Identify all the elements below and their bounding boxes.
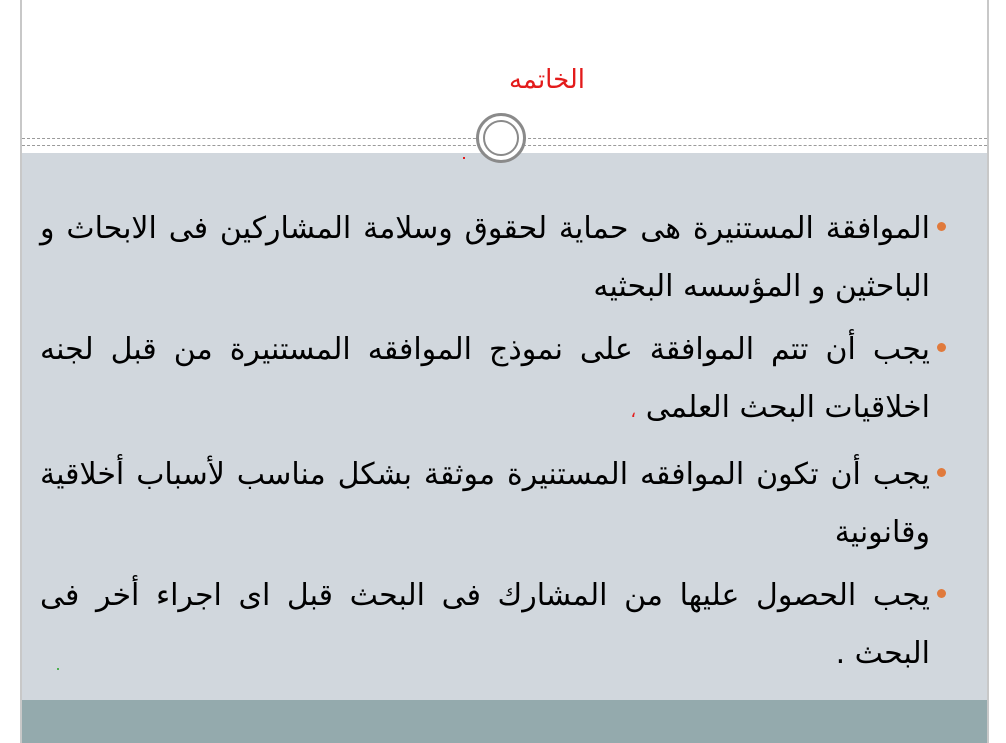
bullet-item — [40, 567, 930, 683]
red-dot-mark — [463, 157, 465, 159]
divider-circle-inner — [483, 120, 519, 156]
stray-red-mark: ، — [630, 401, 637, 422]
slide-border-right — [987, 0, 989, 743]
bullet-item — [40, 446, 930, 562]
bullet-text: يجب الحصول عليها من المشارك فى البحث قبل اى اجراء أخر فى البحث . — [40, 578, 930, 671]
bullet-dot-icon — [937, 343, 946, 352]
bullet-item — [40, 321, 930, 441]
bullet-dot-icon — [937, 222, 946, 231]
footer-bar — [22, 700, 987, 743]
slide-title: الخاتمه — [508, 65, 586, 95]
bullet-text: يجب أن تتم الموافقة على نموذج الموافقه المستنيرة من قبل لجنه اخلاقيات البحث العلمى — [40, 332, 930, 425]
bullet-text: الموافقة المستنيرة هى حماية لحقوق وسلامة المشاركين فى الابحاث و الباحثين و المؤسسه البحثيه — [40, 211, 930, 304]
bullet-dot-icon — [937, 468, 946, 477]
bullet-item — [40, 200, 930, 316]
bullet-text: يجب أن تكون الموافقه المستنيرة موثقة بشكل مناسب لأسباب أخلاقية وقانونية — [40, 457, 930, 550]
bullet-list — [40, 200, 930, 688]
divider-circle-ornament — [476, 113, 526, 163]
bullet-dot-icon — [937, 589, 946, 598]
